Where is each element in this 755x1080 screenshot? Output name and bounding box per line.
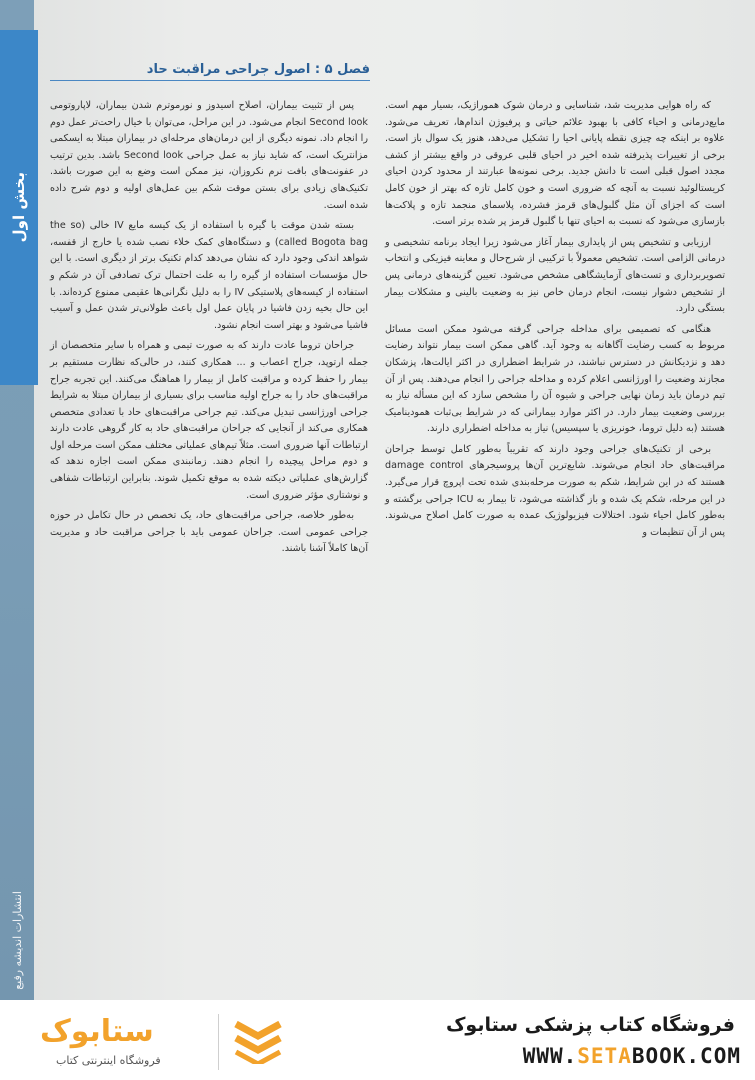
brand-subtitle: فروشگاه اینترنتی کتاب [56,1054,161,1067]
publisher-label: انتشارات اندیشه رفیع [10,890,24,990]
url-prefix: WWW. [522,1044,578,1068]
brand-logo: ستابوک [40,1014,154,1049]
paragraph: جراحان تروما عادت دارند که به صورت تیمی و همراه با سایر متخصصان از جمله ارتوپد، جراح اعصاب و ... همکاری کنند، در حالی‌که نظارت مستقیم بر بیمار را حفظ کرده و مراقبت کامل از بیمار را هماهنگ می‌کنند. این تجربه جراح مراقبت‌های حاد را به جراح اولیه مناسب برای بسیاری از بیماران مبتلا به شرایط جراحی اورژانسی تبدیل می‌کند. تیم جراحی مراقبت‌های حاد با تعدادی متخصص همکاری می‌کند از آنجایی که جراحان مراقبت‌های حاد به کار گروهی عادت دارند ارتباطات آنها ضروری است. مثلاً تیم‌های عملیاتی مختلف ممکن است مرحله اول و دوم مراحل پیچیده را انجام دهند. زمانبندی ممکن است اجازه ندهد که گزارش‌های عملیاتی دیکته شده به موقع تکمیل شوند. بنابراین ارتباطات شفاهی و نوشتاری مؤثر ضروری است. [50,340,368,501]
url-suffix: BOOK.COM [631,1044,741,1068]
store-banner [0,1000,755,1080]
store-url[interactable] [381,1044,741,1068]
left-text-column [50,98,368,562]
chevron-logo-icon [232,1018,284,1064]
right-text-column [385,98,725,545]
publisher-label-area [0,880,34,1000]
section-tab [0,30,38,385]
paragraph: هنگامی که تصمیمی برای مداخله جراحی گرفته می‌شود ممکن است مسائل مربوط به کسب رضایت آگاهانه به وجود آید. گاهی ممکن است بیمار نتواند رضایت دهد و نزدیکانش در دسترس نباشند، در شرایط اضطراری در اکثر ایالت‌ها، پزشکان مجازند وضعیت را اورژانسی اعلام کرده و مداخله جراحی را انجام می‌دهند. پس از آن تیم درمان باید زمان نهایی جراحی و شیوه آن را مشخص سازد که این مسأله نیاز به بررسی وضعیت بیمار دارد. در اکثر موارد بیمارانی که در شرایط بی‌ثبات همودینامیک هستند (به دلیل تروما، خونریزی یا سپسیس) نیاز به مداخله اضطراری دارند. [385,323,725,435]
paragraph: به‌طور خلاصه، جراحی مراقبت‌های حاد، یک تخصص در حال تکامل در حوزه جراحی عمومی است. جراحان عمومی باید با جراحی مراقبت حاد و مدیریت آن‌ها کاملاً آشنا باشند. [50,510,368,555]
paragraph: برخی از تکنیک‌های جراحی وجود دارند که تقریباً به‌طور کامل توسط جراحان مراقبت‌های حاد انجام می‌شوند. شایع‌ترین آن‌ها پروسیجرهای damage control هستند که در این شرایط، شکم به صورت مرحله‌بندی شده تحت اپروچ قرار می‌گیرد. در این مرحله، شکم یک شده و باز گذاشته می‌شود، تا بیمار به ICU جراحی برگشته و به‌طور کامل احیاء شود. اختلالات فیزیولوژیک عمده به صورت کامل اصلاح می‌شوند. پس از آن تنظیمات و [385,443,725,538]
chapter-title: فصل ۵ : اصول جراحی مراقبت حاد [50,62,370,81]
banner-divider [218,1014,219,1070]
paragraph: که راه هوایی مدیریت شد، شناسایی و درمان شوک هموراژیک، بسیار مهم است. مایع‌درمانی و احیاء کافی با بهبود علائم حیاتی و پرفیوژن اندام‌ها، تعریف می‌شود. علاوه بر اینکه چه چیزی نقطه پایانی احیا را تشکیل می‌دهد، هنوز یک سوال باز است. برخی از تغییرات پذیرفته شده اخیر در احیای قلبی عروقی در واقع بیشتر از کشف مجدد اصول قبلی است تا دانش جدید. برخی نمونه‌ها عبارتند از محدود کردن احیای کریستالوئید نسبت به آنچه که ضروری است و خون کامل تازه که بهتر از خون کامل است که اجزای آن مثل گلبول‌های قرمز فشرده، پلاسمای منجمد تازه و پلاکت‌ها بازسازی می‌شود که نسبت به احیای تنها با گلبول قرمز پر شده برتر است. [385,100,725,228]
url-accent: SETA [577,1044,632,1068]
paragraph: پس از تثبیت بیماران، اصلاح اسیدوز و نورموترم شدن بیماران، لاپاروتومی Second look انجام می‌شود. در این مراحل، می‌توان با خیال راحت‌تر عمل دوم را انجام داد. نمونه دیگری از این درمان‌های مرحله‌ای در بیماران مبتلا به ایسکمی مزانتریک است، که شاید نیاز به عمل جراحی Second look باشد. بدین ترتیب در عفونت‌های بافت نرم نکروزان، نیز ممکن است وضع به این صورت باشد. تکنیک‌های زیادی برای بستن موقت شکم بین عمل‌های اولیه و دوم شرح داده شده است. [50,100,368,211]
store-title: فروشگاه کتاب پزشکی ستابوک [445,1014,735,1036]
paragraph: ارزیابی و تشخیص پس از پایداری بیمار آغاز می‌شود زیرا ایجاد برنامه تشخیصی و درمانی الزامی است. تشخیص معمولاً با ترکیبی از شرح‌حال و معاینه فیزیکی و انتخاب تصویربرداری و تست‌های آزمایشگاهی مشخص می‌شود. تعیین گزینه‌های درمانی پس از تشخیص دشوار نیست، انجام درمان خاص نیز به وضعیت بالینی و مشکلات بیمار بستگی دارد. [385,236,725,315]
paragraph: بسته شدن موقت با گیره با استفاده از یک کیسه مایع IV خالی (the so called Bogota bag) و دستگاه‌های کمک خلاء نصب شده یا خارج از قفسه، شواهد اندکی وجود دارد که نشان می‌دهد کدام تکنیک برتر از دیگری است. با این حال مؤسسات استفاده از گیره را به علت احتمال ترک تصادفی آن در شکم و استفاده از کیسه‌های پلاستیکی IV را به دلیل نگرانی‌ها عقیمی ممنوع کرده‌اند. با این حال بخیه زدن فاشیا در پایان عمل اول باعث طولانی‌تر شدن عمل و آسیب فاشیا می‌شود و بهتر است انجام نشود. [50,220,369,331]
section-tab-label: بخش اول [10,172,28,243]
